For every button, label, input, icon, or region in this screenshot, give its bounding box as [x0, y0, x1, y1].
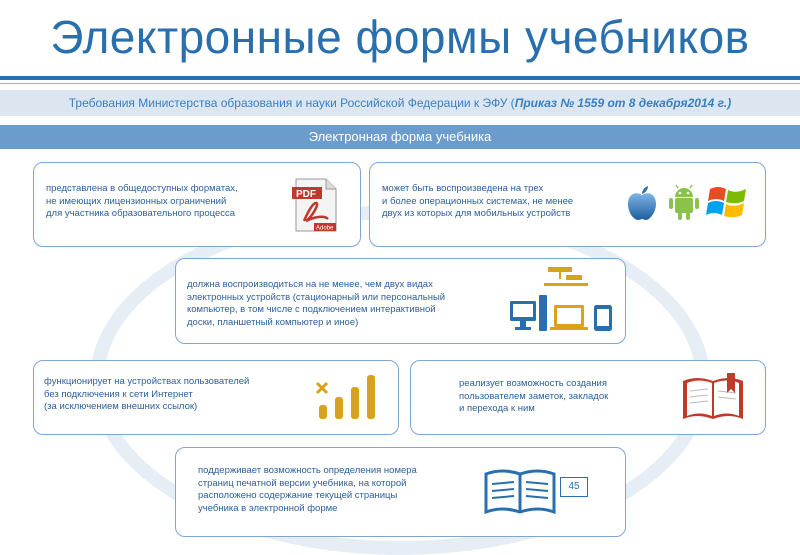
card-os: [369, 162, 766, 247]
no-network-signal-icon: [315, 371, 385, 423]
open-book-icon: [482, 468, 558, 516]
devices-icon: [508, 265, 618, 341]
card-offline: [33, 360, 399, 435]
page-number-badge: [560, 477, 588, 497]
title-underline: [0, 76, 800, 80]
android-icon: [668, 183, 700, 221]
pdf-icon: [292, 177, 340, 233]
card-devices-text: должна воспроизводиться на не менее, чем двух видах электронных устройств (стационарный или персональный компьютер, в том числе с подключением интерактивной доски, планшетный компьютер и иное): [187, 279, 446, 328]
page-title: Электронные формы учебников: [50, 11, 750, 63]
card-offline-text: функционирует на устройствах пользователей без подключения к сети Интернет (за исключением внешних ссылок): [44, 376, 250, 412]
windows-icon: [706, 183, 750, 221]
adobe-label: Adobe: [316, 225, 334, 232]
bookmark-book-icon: [681, 371, 745, 423]
card-formats-text: представлена в общедоступных форматах, не имеющих лицензионных ограничений для участника образовательного процесса: [46, 183, 238, 219]
card-notes-text: реализует возможность создания пользователем заметок, закладок и перехода к ним: [459, 378, 609, 414]
card-formats: [33, 162, 361, 247]
card-devices: [175, 258, 626, 344]
card-notes: [410, 360, 766, 435]
requirements-label: Требования Министерства образования и науки Российской Федерации к ЭФУ (: [68, 96, 515, 110]
card-pages-text: поддерживает возможность определения номера страниц печатной версии учебника, на которой расположено содержание текущей страницы учебника в электронной форме: [198, 465, 417, 514]
card-os-text: может быть воспроизведена на трех и более операционных системах, не менее двух из которых для мобильных устройств: [382, 183, 574, 219]
requirements-text: [0, 96, 800, 110]
card-pages: [175, 447, 626, 537]
page-number: 45: [568, 481, 580, 492]
section-title: Электронная форма учебника: [308, 129, 492, 144]
requirements-order: Приказ № 1559 от 8 декабря2014 г.): [514, 96, 732, 110]
apple-icon: [625, 185, 659, 221]
pdf-label: PDF: [296, 189, 316, 200]
title-underline-thin: [0, 83, 800, 84]
